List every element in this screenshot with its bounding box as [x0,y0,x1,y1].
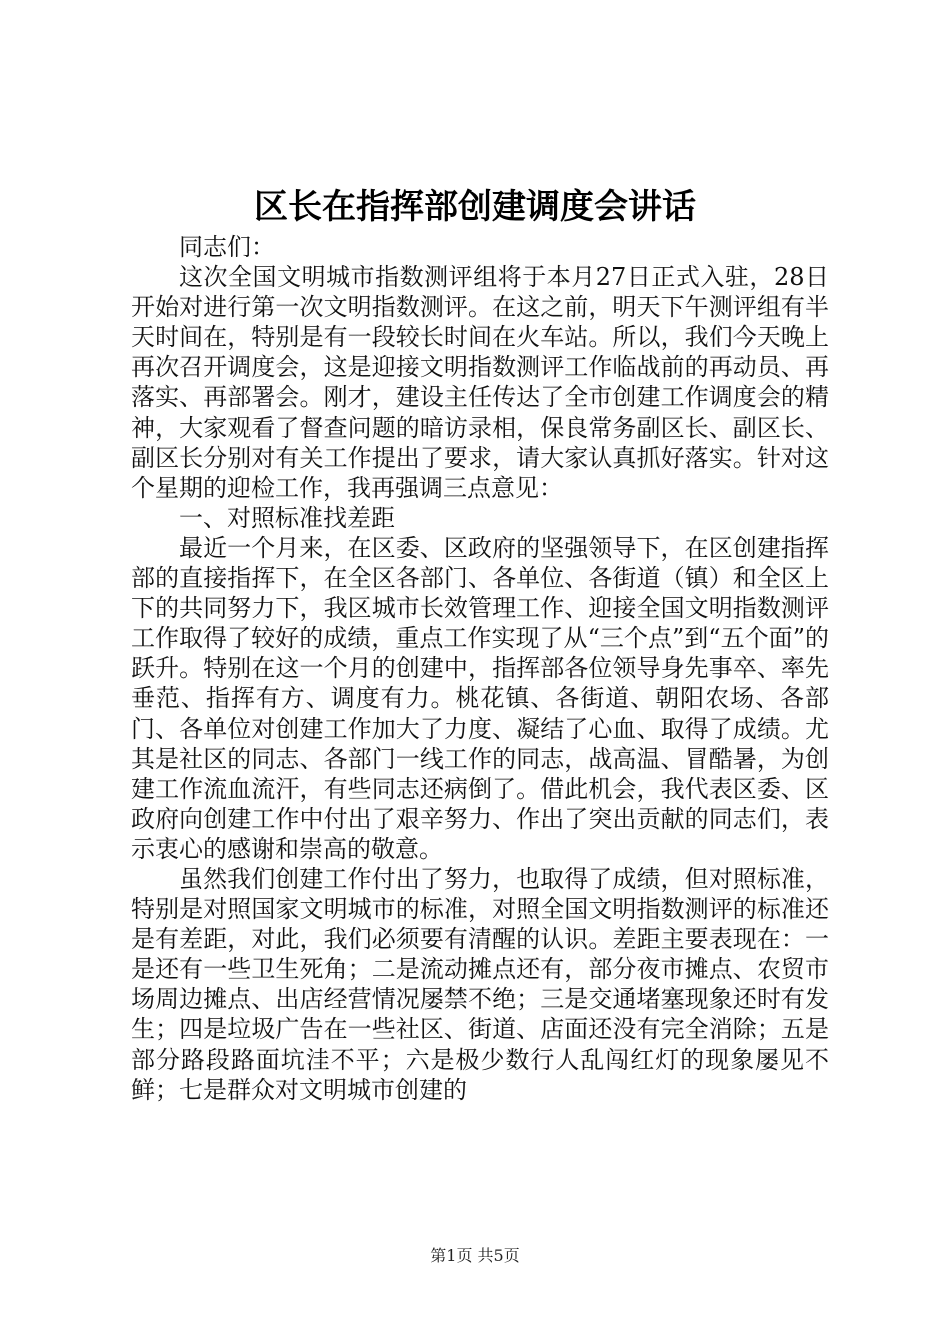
paragraph-gaps: 虽然我们创建工作付出了努力，也取得了成绩，但对照标准，特别是对照国家文明城市的标准，对照全国文明指数测评的标准还是有差距，对此，我们必须要有清醒的认识。差距主要表现在：一是还有一些卫生死角；二是流动摊点还有，部分夜市摊点、农贸市场周边摊点、出店经营情况屡禁不绝；三是交通堵塞现象还时有发生；四是垃圾广告在一些社区、街道、店面还没有完全消除；五是部分路段路面坑洼不平；六是极少数行人乱闯红灯的现象屡见不鲜；七是群众对文明城市创建的 [131,864,829,1104]
paragraph-intro: 这次全国文明城市指数测评组将于本月27日正式入驻，28日开始对进行第一次文明指数测评。在这之前，明天下午测评组有半天时间在，特别是有一段较长时间在火车站。所以，我们今天晚上再次召开调度会，这是迎接文明指数测评工作临战前的再动员、再落实、再部署会。刚才，建设主任传达了全市创建工作调度会的精神，大家观看了督查问题的暗访录相，保良常务副区长、副区长、副区长分别对有关工作提出了要求，请大家认真抓好落实。针对这个星期的迎检工作，我再强调三点意见： [131,263,829,502]
document-body [131,232,829,1105]
section-heading-1: 一、对照标准找差距 [179,503,395,532]
salutation: 同志们： [179,233,275,261]
document-title: 区长在指挥部创建调度会讲话 [254,187,696,227]
paragraph-achievements: 最近一个月来，在区委、区政府的坚强领导下，在区创建指挥部的直接指挥下，在全区各部门、各单位、各街道（镇）和全区上下的共同努力下，我区城市长效管理工作、迎接全国文明指数测评工作取得了较好的成绩，重点工作实现了从“三个点”到“五个面”的跃升。特别在这一个月的创建中，指挥部各位领导身先事卒、率先垂范、指挥有方、调度有力。桃花镇、各街道、朝阳农场、各部门、各单位对创建工作加大了力度、凝结了心血、取得了成绩。尤其是社区的同志、各部门一线工作的同志，战高温、冒酷暑，为创建工作流血流汗，有些同志还病倒了。借此机会，我代表区委、区政府向创建工作中付出了艰辛努力、作出了突出贡献的同志们，表示衷心的感谢和崇高的敬意。 [131,533,829,863]
page-number-footer: 第1页 共5页 [430,1246,520,1265]
